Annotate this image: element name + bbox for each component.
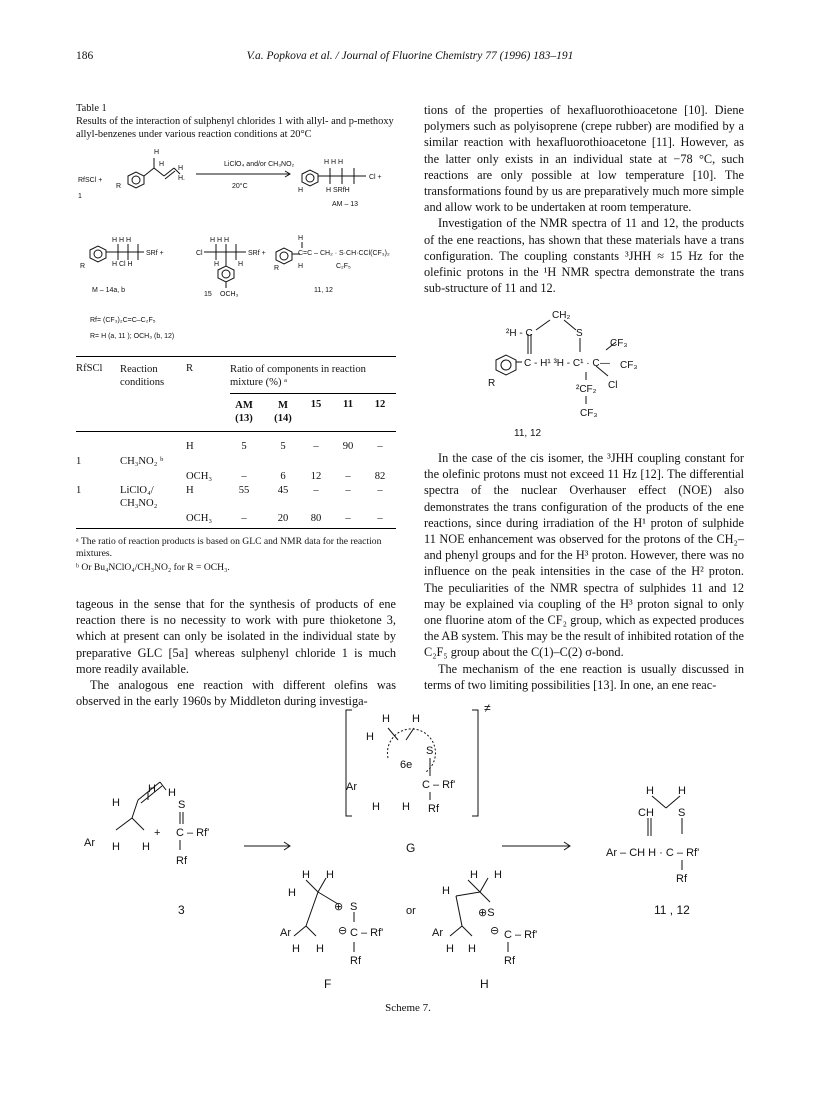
svg-text:S: S bbox=[576, 328, 583, 339]
table-row-1-rfscl: 1 bbox=[76, 456, 82, 467]
table-cell: 6 bbox=[280, 471, 286, 482]
svg-text:H.: H. bbox=[178, 175, 185, 182]
svg-text:Rf: Rf bbox=[350, 955, 361, 967]
svg-text:C=C – CH₂ · S·CH·CCl(CF₃)₂: C=C – CH₂ · S·CH·CCl(CF₃)₂ bbox=[298, 250, 390, 257]
svg-text:H: H bbox=[238, 261, 244, 268]
svg-text:H: H bbox=[159, 161, 165, 168]
svg-text:SRf +: SRf + bbox=[146, 250, 164, 257]
c15-label: 15 bbox=[204, 291, 212, 298]
subcol-am: AM (13) bbox=[235, 400, 253, 424]
table-caption-text: Results of the interaction of sulphenyl chlorides 1 with allyl- and p-methoxy allyl-benzenes under various reaction conditions at 20°C bbox=[76, 116, 394, 140]
table-row-5-r: OCH₃ bbox=[186, 513, 213, 524]
svg-text:H: H bbox=[288, 887, 296, 899]
table-cell: 20 bbox=[277, 513, 289, 524]
svg-text:Cl: Cl bbox=[196, 250, 203, 257]
svg-text:CH: CH bbox=[638, 807, 654, 819]
right-column-text-bottom bbox=[424, 450, 744, 693]
paragraph: The analogous ene reaction with different olefins was observed in the early 1960s by Middleton during investiga- bbox=[76, 678, 396, 709]
table-cell: 80 bbox=[310, 513, 322, 524]
intermediate-g-label: G bbox=[406, 841, 416, 855]
svg-text:H: H bbox=[302, 869, 310, 881]
table-row-2-r: OCH₃ bbox=[186, 471, 213, 482]
subcol-m: M (14) bbox=[274, 400, 292, 424]
m14-label: M – 14a, b bbox=[92, 287, 126, 294]
svg-text:Cl +: Cl + bbox=[369, 174, 382, 181]
svg-text:CF₃: CF₃ bbox=[610, 338, 628, 349]
reagents-label: LiClO₄ and/or CH₃NO₂ bbox=[224, 161, 295, 168]
svg-text:H: H bbox=[442, 885, 450, 897]
scheme-7-diagram bbox=[76, 700, 744, 1000]
col-header-rfscl: RfSCl bbox=[76, 363, 103, 374]
svg-text:H: H bbox=[112, 797, 120, 809]
product-label: 11 , 12 bbox=[654, 903, 690, 917]
svg-text:R: R bbox=[80, 263, 86, 270]
table-cell: 45 bbox=[277, 485, 289, 496]
scheme-7-caption: Scheme 7. bbox=[385, 1002, 431, 1014]
intermediate-h-label: H bbox=[480, 977, 489, 991]
svg-text:S: S bbox=[350, 901, 358, 913]
svg-text:H: H bbox=[112, 841, 120, 853]
table-cell: – bbox=[345, 471, 351, 482]
svg-text:Ar: Ar bbox=[280, 927, 291, 939]
svg-text:H: H bbox=[292, 943, 300, 955]
svg-text:H: H bbox=[446, 943, 454, 955]
svg-text:C – Rf': C – Rf' bbox=[176, 827, 210, 839]
svg-text:R: R bbox=[274, 265, 280, 272]
svg-text:R: R bbox=[488, 378, 496, 389]
svg-text:Ar: Ar bbox=[84, 837, 95, 849]
page-number: 186 bbox=[76, 50, 94, 62]
six-electron-label: 6e bbox=[400, 759, 413, 771]
table-cell: 5 bbox=[280, 441, 286, 452]
svg-text:SRf +: SRf + bbox=[248, 250, 266, 257]
subheader-rule bbox=[230, 393, 396, 394]
svg-text:H H H: H H H bbox=[112, 237, 132, 244]
svg-text:H: H bbox=[494, 869, 502, 881]
svg-text:H: H bbox=[470, 869, 478, 881]
header-rule bbox=[76, 431, 396, 432]
table-row-3-r: H bbox=[186, 485, 194, 496]
svg-text:⊕S: ⊕S bbox=[478, 907, 495, 919]
subcol-11: 11 bbox=[342, 399, 353, 410]
svg-text:H: H bbox=[372, 801, 380, 813]
svg-text:Rf: Rf bbox=[176, 855, 187, 867]
svg-text:H: H bbox=[178, 165, 184, 172]
or-label: or bbox=[406, 905, 416, 917]
svg-text:H H H: H H H bbox=[210, 237, 230, 244]
temp-label: 20°C bbox=[232, 183, 248, 190]
table-cell: – bbox=[241, 513, 247, 524]
table-label: Table 1 bbox=[76, 103, 107, 114]
table-row-3-rfscl: 1 bbox=[76, 485, 82, 496]
running-title: V.a. Popkova et al. / Journal of Fluorine Chemistry 77 (1996) 183–191 bbox=[246, 50, 574, 62]
c1112-label: 11, 12 bbox=[314, 287, 333, 294]
table-cell: – bbox=[377, 513, 383, 524]
svg-text:⊖: ⊖ bbox=[338, 925, 348, 937]
svg-text:H SRfH: H SRfH bbox=[326, 187, 350, 194]
svg-text:RfSCl +: RfSCl + bbox=[78, 177, 103, 184]
col-header-ratio: Ratio of components in reaction mixture (%) ᵃ bbox=[230, 364, 366, 388]
transition-state-mark: ≠ bbox=[484, 701, 491, 715]
svg-text:H: H bbox=[382, 713, 390, 725]
svg-text:Cl: Cl bbox=[608, 380, 618, 391]
table-row-0-r: H bbox=[186, 441, 194, 452]
am13-label: AM – 13 bbox=[332, 201, 359, 208]
col-header-conditions: Reaction conditions bbox=[120, 364, 165, 388]
table-cell: – bbox=[345, 513, 351, 524]
svg-text:S: S bbox=[178, 799, 186, 811]
trans-structure-figure bbox=[488, 300, 688, 440]
svg-text:H: H bbox=[402, 801, 410, 813]
svg-text:Ar – CH H · C – Rf': Ar – CH H · C – Rf' bbox=[606, 847, 700, 859]
svg-text:Ar: Ar bbox=[346, 781, 357, 793]
table-bottom-rule bbox=[76, 528, 396, 529]
subcol-12: 12 bbox=[374, 399, 386, 410]
table-row-3-cond: LiClO₄/ bbox=[120, 485, 154, 496]
svg-text:R: R bbox=[116, 183, 122, 190]
subcol-15: 15 bbox=[310, 399, 322, 410]
svg-text:H H H: H H H bbox=[324, 159, 344, 166]
table-reaction-scheme bbox=[76, 144, 394, 342]
svg-text:+: + bbox=[154, 827, 161, 839]
table-cell: 90 bbox=[342, 441, 354, 452]
svg-text:⊖: ⊖ bbox=[490, 925, 500, 937]
svg-text:H: H bbox=[366, 731, 374, 743]
results-table bbox=[76, 356, 396, 525]
table-cell: 5 bbox=[241, 441, 247, 452]
svg-text:H: H bbox=[468, 943, 476, 955]
svg-text:C – Rf': C – Rf' bbox=[350, 927, 384, 939]
svg-text:H: H bbox=[298, 263, 304, 270]
svg-text:Rf: Rf bbox=[428, 803, 439, 815]
paragraph: In the case of the cis isomer, the ³JHH coupling constant for the olefinic protons must not exceed 11 Hz [12]. The differential spectra of the nuclear Overhauser effect (NOE) also demonstrates the trans configuration of the products of the ene reactions, since during irradiation of the H¹ proton of sulphide 11 NOE enhancement was observed for the protons of the CH₂– and phenyl groups and for the H³ proton. However, there was no influence on the peak intensities in the case of the H² proton. The peculiarities of the NMR spectra of sulphides 11 and 12 may be explained via coupling of the H³ proton signal to only one fluorine atom of the CF₂ group, which as expected produces the AB system. This may be the result of inhibited rotation of the C₂F₅ group about the C(1)–C(2) σ-bond. bbox=[424, 451, 744, 660]
table-footnote-b: ᵇ Or Bu₄NClO₄/CH₃NO₂ for R = OCH₃. bbox=[76, 562, 230, 573]
table-row-1-cond: CH₃NO₂ ᵇ bbox=[120, 456, 164, 467]
svg-text:H: H bbox=[168, 787, 176, 799]
paragraph: tions of the properties of hexafluorothioacetone [10]. Diene polymers such as polyisoprene (crepe rubber) are modified by a similar reaction with hexafluorothioacetone [11]. However, as the latter only exists in an individual state at −78 °C, such reactions are only possible at low temperature [10]. The transformations found by us are preparatively much more simple and allow work to be undertaken at room temperature. bbox=[424, 103, 744, 215]
svg-text:H Cl H: H Cl H bbox=[112, 261, 133, 268]
table-cell: 55 bbox=[238, 485, 250, 496]
svg-text:CH₂: CH₂ bbox=[552, 310, 571, 321]
rf-definition: Rf= (CF₃)₂C=C–C₂F₅ bbox=[90, 317, 156, 324]
svg-text:Rf: Rf bbox=[676, 873, 687, 885]
svg-text:S: S bbox=[426, 745, 434, 757]
svg-text:Rf: Rf bbox=[504, 955, 515, 967]
svg-text:1: 1 bbox=[78, 193, 82, 200]
svg-text:S: S bbox=[678, 807, 686, 819]
paragraph: Investigation of the NMR spectra of 11 and 12, the products of the ene reactions, has shown that these materials have a trans configuration. The coupling constants ³JHH ≈ 15 Hz for the olefinic protons in the ¹H NMR spectra demonstrate the trans sub-structure of 11 and 12. bbox=[424, 216, 744, 296]
svg-text:H: H bbox=[678, 785, 686, 797]
paragraph: The mechanism of the ene reaction is usually discussed in terms of two limiting possibilities [13]. In one, an ene reac- bbox=[424, 661, 744, 692]
svg-text:C₂F₅: C₂F₅ bbox=[336, 263, 351, 270]
table-cell: – bbox=[313, 485, 319, 496]
structure-label: 11, 12 bbox=[514, 428, 542, 439]
svg-text:CF₃: CF₃ bbox=[620, 360, 638, 371]
svg-text:Ar: Ar bbox=[432, 927, 443, 939]
intermediate-f-label: F bbox=[324, 977, 332, 991]
svg-text:H: H bbox=[412, 713, 420, 725]
table-cell: – bbox=[377, 485, 383, 496]
svg-text:—: — bbox=[600, 358, 610, 369]
table-cell: – bbox=[313, 441, 319, 452]
svg-text:H: H bbox=[646, 785, 654, 797]
table-cell: – bbox=[241, 471, 247, 482]
col-header-r: R bbox=[186, 363, 194, 374]
svg-text:H: H bbox=[148, 783, 156, 795]
svg-text:C – Rf': C – Rf' bbox=[504, 929, 538, 941]
svg-text:C – Rf': C – Rf' bbox=[422, 779, 456, 791]
svg-text:²H - C: ²H - C bbox=[506, 328, 533, 339]
svg-text:H: H bbox=[142, 841, 150, 853]
paragraph: tageous in the sense that for the synthesis of products of ene reaction there is no necessity to work with pure thioketone 3, which at present can only be isolated in the individual state by preparative GLC [5a] whereas sulphenyl chloride 1 is much more readily available. bbox=[76, 597, 396, 676]
table-footnote-a: ᵃ The ratio of reaction products is based on GLC and NMR data for the reaction mixtures. bbox=[76, 536, 382, 560]
left-column-text bbox=[76, 596, 396, 709]
table-cell: 82 bbox=[374, 471, 386, 482]
table-cell: – bbox=[345, 485, 351, 496]
table-cell: – bbox=[377, 441, 383, 452]
table-row-4-cond: CH₃NO₂ bbox=[120, 498, 158, 509]
compound-3-label: 3 bbox=[178, 903, 185, 917]
svg-text:H: H bbox=[326, 869, 334, 881]
svg-text:H: H bbox=[316, 943, 324, 955]
svg-text:CF₃: CF₃ bbox=[580, 408, 598, 419]
svg-text:²CF₂: ²CF₂ bbox=[576, 384, 597, 395]
svg-text:H: H bbox=[298, 235, 304, 242]
table-caption bbox=[76, 102, 396, 141]
svg-text:OCH₃: OCH₃ bbox=[220, 291, 239, 298]
r-definition: R= H (a, 11 ); OCH₃ (b, 12) bbox=[90, 333, 175, 340]
table-cell: 12 bbox=[310, 471, 322, 482]
right-column-text-top bbox=[424, 102, 744, 296]
svg-text:⊕: ⊕ bbox=[334, 901, 344, 913]
svg-text:H: H bbox=[214, 261, 220, 268]
svg-text:H: H bbox=[298, 187, 304, 194]
svg-text:H: H bbox=[154, 149, 160, 156]
svg-text:C - H¹ ³H - C¹ · C: C - H¹ ³H - C¹ · C bbox=[524, 358, 600, 369]
page-header bbox=[76, 50, 744, 68]
